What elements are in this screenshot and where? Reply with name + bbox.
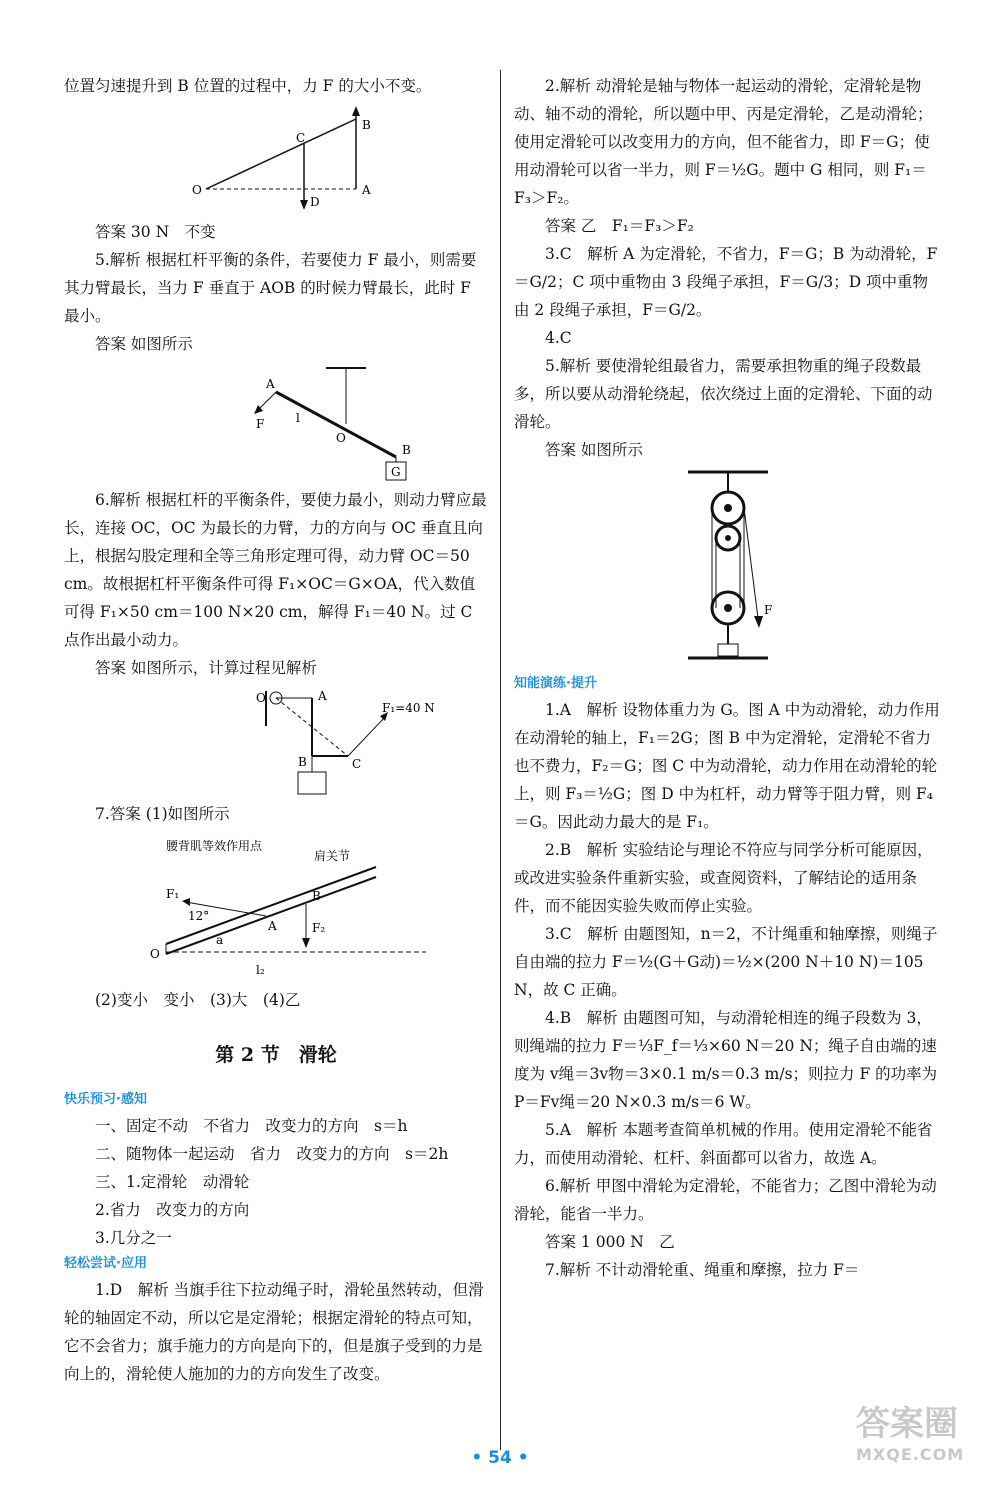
- watermark-line1: 答案圈: [856, 1404, 958, 1444]
- column-divider: [500, 70, 501, 1450]
- practice-6-answer: 答案 1 000 N 乙: [545, 1233, 675, 1251]
- label-top: 腰背肌等效作用点: [166, 839, 263, 853]
- label-B: B: [402, 443, 411, 457]
- practice-2: 2.B 解析 实验结论与理论不符应与同学分析可能原因，或改进实验条件重新实验，或查阅资料，了解结论的适用条件，而不能因实验失败而停止实验。: [514, 841, 933, 915]
- practice-6: 6.解析 甲图中滑轮为定滑轮，不能省力；乙图中滑轮为动滑轮，能省一半力。: [514, 1177, 937, 1223]
- practice-7: 7.解析 不计动滑轮重、绳重和摩擦，拉力 F＝: [545, 1261, 860, 1279]
- label-F1: F₁=40 N: [382, 701, 435, 715]
- label-A: A: [318, 689, 327, 703]
- preview-5: 3.几分之一: [95, 1229, 172, 1247]
- label-a: a: [216, 933, 224, 947]
- preview-3: 三、1.定滑轮 动滑轮: [95, 1173, 250, 1191]
- right-question-3: 3.C 解析 A 为定滑轮，不省力，F＝G；B 为动滑轮，F＝G/2；C 项中重物由 3 段绳子承担，F＝G/3；D 项中重物由 2 段绳子承担，F＝G/2。: [514, 245, 938, 319]
- page-number: • 54 •: [471, 1448, 529, 1468]
- label-O: O: [150, 947, 160, 961]
- section-heading-3: 知能演练·提升: [514, 676, 597, 691]
- label-B: B: [362, 118, 371, 132]
- watermark-line2: MXQE.COM: [856, 1445, 965, 1464]
- label-C: C: [352, 757, 362, 771]
- practice-3: 3.C 解析 由题图知，n＝2，不计绳重和轴摩擦，则绳子自由端的拉力 F＝½(G＋G动)＝½×(200 N＋10 N)＝105 N，故 C 正确。: [514, 925, 938, 999]
- practice-4: 4.B 解析 由题图可知，与动滑轮相连的绳子段数为 3，则绳端的拉力 F＝⅓F_f＝⅓×60 N＝20 N；绳子自由端的速度为 v绳＝3v物＝3×0.1 m/s＝0.3 m/s；则拉力 F 的功率为 P＝Fv绳＝20 N×0.3 m/s＝6 W。: [514, 1009, 938, 1111]
- answer-4: 答案 30 N 不变: [95, 223, 216, 241]
- pulley-figure: [628, 468, 828, 668]
- label-F: F: [764, 603, 773, 617]
- right-answer-5: 答案 如图所示: [545, 441, 643, 459]
- lever-figure-2: [126, 362, 426, 482]
- label-A: A: [268, 919, 277, 933]
- label-l: l: [296, 411, 300, 425]
- question-5: 5.解析 根据杠杆平衡的条件，若要使力 F 最小，则需要其力臂最长，当力 F 垂直于 AOB 的时候力臂最长，此时 F 最小。: [64, 251, 477, 325]
- question-7: 7.答案 (1)如图所示: [95, 805, 230, 823]
- practice-5: 5.A 解析 本题考查简单机械的作用。使用定滑轮不能省力，而使用动滑轮、杠杆、斜面都可以省力，故选 A。: [514, 1121, 933, 1167]
- label-A: A: [362, 183, 371, 197]
- label-shoulder: 肩关节: [314, 849, 351, 863]
- label-F2: F₂: [312, 921, 326, 935]
- preview-1: 一、固定不动 不省力 改变力的方向 s＝h: [95, 1117, 408, 1135]
- label-O: O: [256, 691, 266, 705]
- right-question-4: 4.C: [545, 329, 572, 347]
- watermark: [856, 1396, 986, 1496]
- answer-5: 答案 如图所示: [95, 335, 193, 353]
- right-question-2: 2.解析 动滑轮是轴与物体一起运动的滑轮，定滑轮是物动、轴不动的滑轮，所以题中甲、丙是定滑轮，乙是动滑轮；使用定滑轮可以改变用力的方向，但不能省力，即 F＝G；使用动滑轮可以省一半力，则 F＝½G。题中 G 相同，则 F₁＝F₃＞F₂。: [514, 77, 933, 207]
- label-l2: l₂: [256, 963, 265, 977]
- text-p1: 位置匀速提升到 B 位置的过程中，力 F 的大小不变。: [64, 77, 432, 95]
- label-D: D: [310, 195, 320, 209]
- try-1: 1.D 解析 当旗手往下拉动绳子时，滑轮虽然转动，但滑轮的轴固定不动，所以它是定滑轮；根据定滑轮的特点可知，它不会省力；旗手施力的方向是向下的，但是旗子受到的力是向上的，滑轮使人施加的力的方向发生了改变。: [64, 1281, 484, 1383]
- label-O: O: [336, 431, 346, 445]
- label-B: B: [298, 755, 307, 769]
- lever-figure-3: [126, 686, 435, 796]
- chapter-title: 第 2 节 滑轮: [215, 1044, 337, 1066]
- label-A: A: [266, 377, 275, 391]
- section-heading-1: 快乐预习·感知: [64, 1092, 147, 1107]
- preview-2: 二、随物体一起运动 省力 改变力的方向 s＝2h: [95, 1145, 449, 1163]
- left-column: [64, 72, 488, 1388]
- label-O: O: [192, 183, 202, 197]
- label-G: G: [391, 465, 401, 479]
- lever-figure-4: [106, 832, 446, 982]
- right-column: [514, 72, 942, 1284]
- label-F1: F₁: [166, 887, 180, 901]
- label-F: F: [256, 417, 265, 431]
- label-B: B: [312, 889, 321, 903]
- lever-figure-1: [126, 104, 426, 214]
- right-question-5: 5.解析 要使滑轮组最省力，需要承担物重的绳子段数最多，所以要从动滑轮绕起，依次绕过上面的定滑轮、下面的动滑轮。: [514, 357, 933, 431]
- question-6: 6.解析 根据杠杆的平衡条件，要使力最小，则动力臂应最长，连接 OC，OC 为最长的力臂，力的方向与 OC 垂直且向上，根据勾股定理和全等三角形定理可得，动力臂 OC＝50 cm。故根据杠杆平衡条件可得 F₁×OC＝G×OA，代入数值可得 F₁×50 cm＝100 N×20 cm，解得 F₁＝40 N。过 C 点作出最小动力。: [64, 491, 487, 649]
- label-C: C: [296, 131, 306, 145]
- answer-7b: (2)变小 变小 (3)大 (4)乙: [95, 991, 301, 1009]
- section-heading-2: 轻松尝试·应用: [64, 1256, 147, 1271]
- practice-1: 1.A 解析 设物体重力为 G。图 A 中为动滑轮，动力作用在动滑轮的轴上，F₁＝2G；图 B 中为定滑轮，定滑轮不省力也不费力，F₂＝G；图 C 中为动滑轮，动力作用在动滑轮的轮上，则 F₃＝½G；图 D 中为杠杆，动力臂等于阻力臂，则 F₄＝G。因此动力最大的是 F₁。: [514, 701, 940, 831]
- right-answer-2: 答案 乙 F₁＝F₃＞F₂: [545, 217, 694, 235]
- answer-6: 答案 如图所示，计算过程见解析: [95, 659, 317, 677]
- preview-4: 2.省力 改变力的方向: [95, 1201, 250, 1219]
- label-angle: 12°: [188, 909, 210, 923]
